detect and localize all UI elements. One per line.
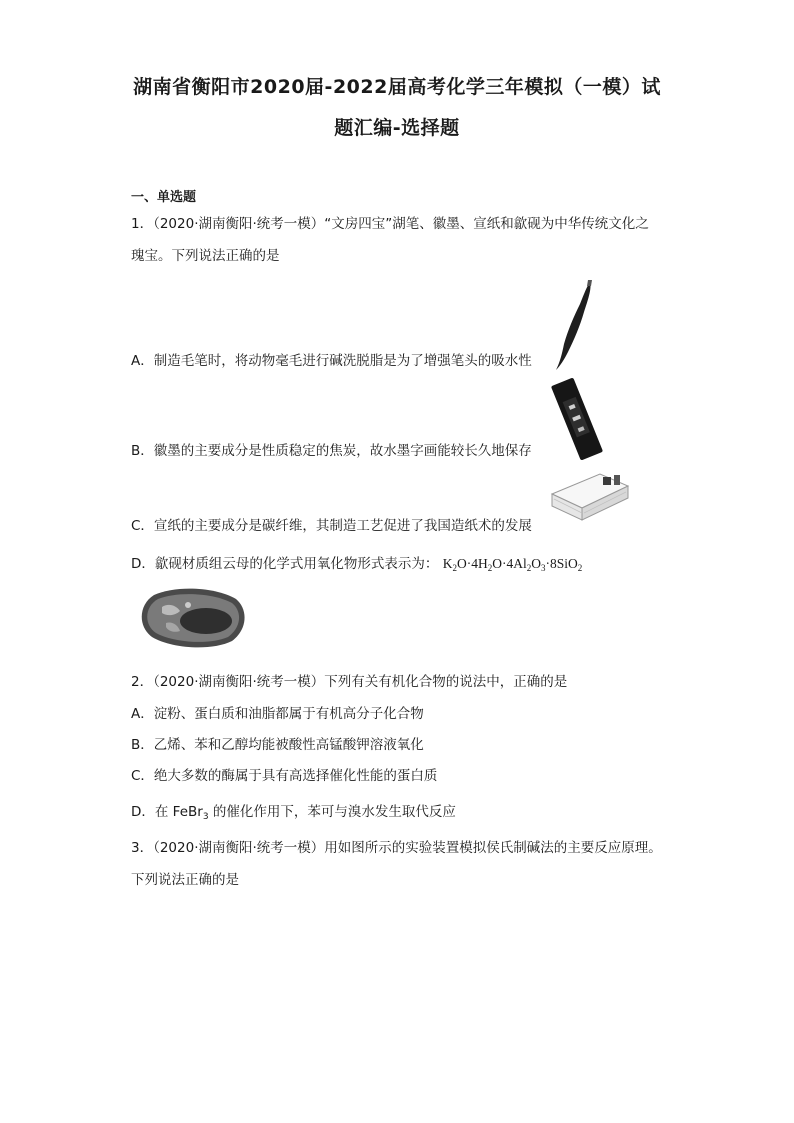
inkstone-image: [136, 583, 250, 651]
section-heading: 一、单选题: [131, 190, 197, 205]
q1-option-c: C．宣纸的主要成分是碳纤维，其制造工艺促进了我国造纸术的发展: [131, 518, 532, 534]
q2-option-d: D．在 FeBr$_3$ 的催化作用下，苯可与溴水发生取代反应: [131, 804, 456, 822]
ink-stick-image: [548, 376, 606, 462]
q2-option-b: B．乙烯、苯和乙醇均能被酸性高锰酸钾溶液氧化: [131, 737, 424, 753]
q1-option-a: A．制造毛笔时，将动物毫毛进行碱洗脱脂是为了增强笔头的吸水性: [131, 353, 532, 369]
q2-option-a: A．淀粉、蛋白质和油脂都属于有机高分子化合物: [131, 706, 424, 722]
document-title-line-1: 湖南省衡阳市2020届-2022届高考化学三年模拟（一模）试: [133, 76, 661, 98]
q1-stem-line-2: 瑰宝。下列说法正确的是: [131, 248, 280, 264]
q3-stem-line-2: 下列说法正确的是: [131, 872, 239, 888]
paper-pack-image: [548, 466, 632, 528]
q3-stem-line-1: 3．（2020·湖南衡阳·统考一模）用如图所示的实验装置模拟侯氏制碱法的主要反应原理。: [131, 840, 662, 856]
q1-option-d: [131, 552, 582, 573]
q2-stem: 2．（2020·湖南衡阳·统考一模）下列有关有机化合物的说法中，正确的是: [131, 674, 568, 690]
q2-option-c: C．绝大多数的酶属于具有高选择催化性能的蛋白质: [131, 768, 438, 784]
q1-option-d-text: D．歙砚材质组云母的化学式用氧化物形式表示为：: [131, 556, 439, 572]
document-title-line-2: 题汇编-选择题: [334, 117, 460, 139]
q1-stem-line-1: 1．（2020·湖南衡阳·统考一模）“文房四宝”湖笔、徽墨、宣纸和歙砚为中华传统文化之: [131, 216, 649, 232]
q1-option-b: B．徽墨的主要成分是性质稳定的焦炭，故水墨字画能较长久地保存: [131, 443, 532, 459]
mica-formula: $K_2O\cdot 4H_2O\cdot 4Al_2O_3\cdot 8SiO_2$: [442, 556, 583, 573]
brush-image: [552, 278, 602, 374]
